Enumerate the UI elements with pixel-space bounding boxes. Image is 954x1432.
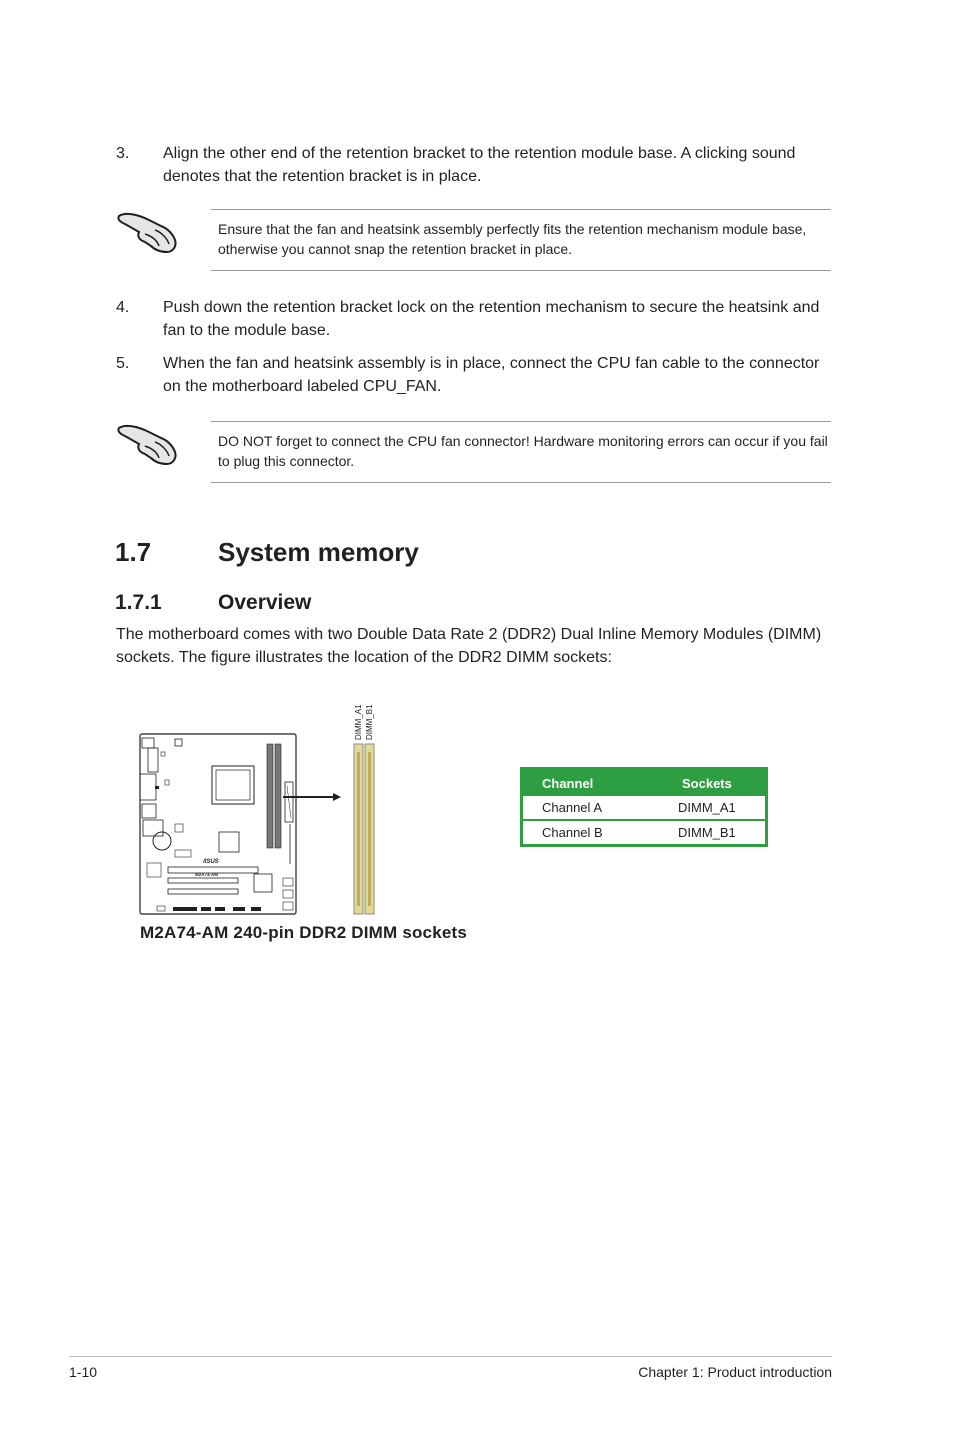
- arrow-head: [333, 793, 341, 801]
- channel-socket-table: [520, 767, 768, 847]
- table-cell: Channel A: [522, 795, 679, 820]
- step-5-text: When the fan and heatsink assembly is in place, connect the CPU fan cable to the connector on the motherboard labeled CPU_FAN.: [163, 355, 820, 395]
- dimm-b1-label: DIMM_B1: [365, 704, 374, 740]
- board-brand-label: /ISUS: [203, 859, 219, 865]
- table-cell: DIMM_A1: [678, 795, 767, 820]
- table-row: [522, 820, 767, 846]
- table-cell: Channel B: [522, 820, 679, 846]
- pointing-hand-icon: [115, 206, 181, 258]
- section-number: 1.7: [115, 537, 152, 567]
- table-header: Sockets: [678, 769, 767, 796]
- pointing-hand-icon: [115, 418, 181, 470]
- dimm-a1-label: DIMM_A1: [354, 704, 363, 740]
- section-title: System memory: [218, 537, 419, 567]
- step-4-number: 4.: [116, 299, 130, 316]
- page-number: 1-10: [69, 1364, 98, 1380]
- chapter-title: Chapter 1: Product introduction: [638, 1364, 832, 1380]
- table-header: Channel: [522, 769, 679, 796]
- motherboard-diagram: [135, 700, 385, 920]
- table-header-row: [522, 769, 767, 796]
- overview-paragraph: The motherboard comes with two Double Data Rate 2 (DDR2) Dual Inline Memory Modules (DIMM) sockets. The figure illustrates the location of the DDR2 DIMM sockets:: [116, 626, 822, 666]
- note-box: [211, 209, 831, 271]
- figure-caption: M2A74-AM 240-pin DDR2 DIMM sockets: [140, 923, 468, 942]
- note-text: Ensure that the fan and heatsink assembly perfectly fits the retention mechanism module base, otherwise you cannot snap the retention bracket in place.: [218, 221, 807, 257]
- subsection-title: Overview: [218, 591, 312, 614]
- step-5-number: 5.: [116, 355, 130, 372]
- step-4-text: Push down the retention bracket lock on the retention mechanism to secure the heatsink and fan to the module base.: [163, 299, 820, 339]
- note-text: DO NOT forget to connect the CPU fan connector! Hardware monitoring errors can occur if you fail to plug this connector.: [218, 433, 828, 469]
- table-cell: DIMM_B1: [678, 820, 767, 846]
- subsection-number: 1.7.1: [115, 591, 162, 614]
- board-model-label: M2A74-AM: [195, 872, 219, 877]
- note-box: [211, 421, 831, 483]
- step-3-text: Align the other end of the retention bracket to the retention module base. A clicking sound denotes that the retention bracket is in place.: [163, 145, 796, 185]
- table-row: [522, 795, 767, 820]
- footer-divider: [69, 1356, 832, 1357]
- step-3-number: 3.: [116, 145, 130, 162]
